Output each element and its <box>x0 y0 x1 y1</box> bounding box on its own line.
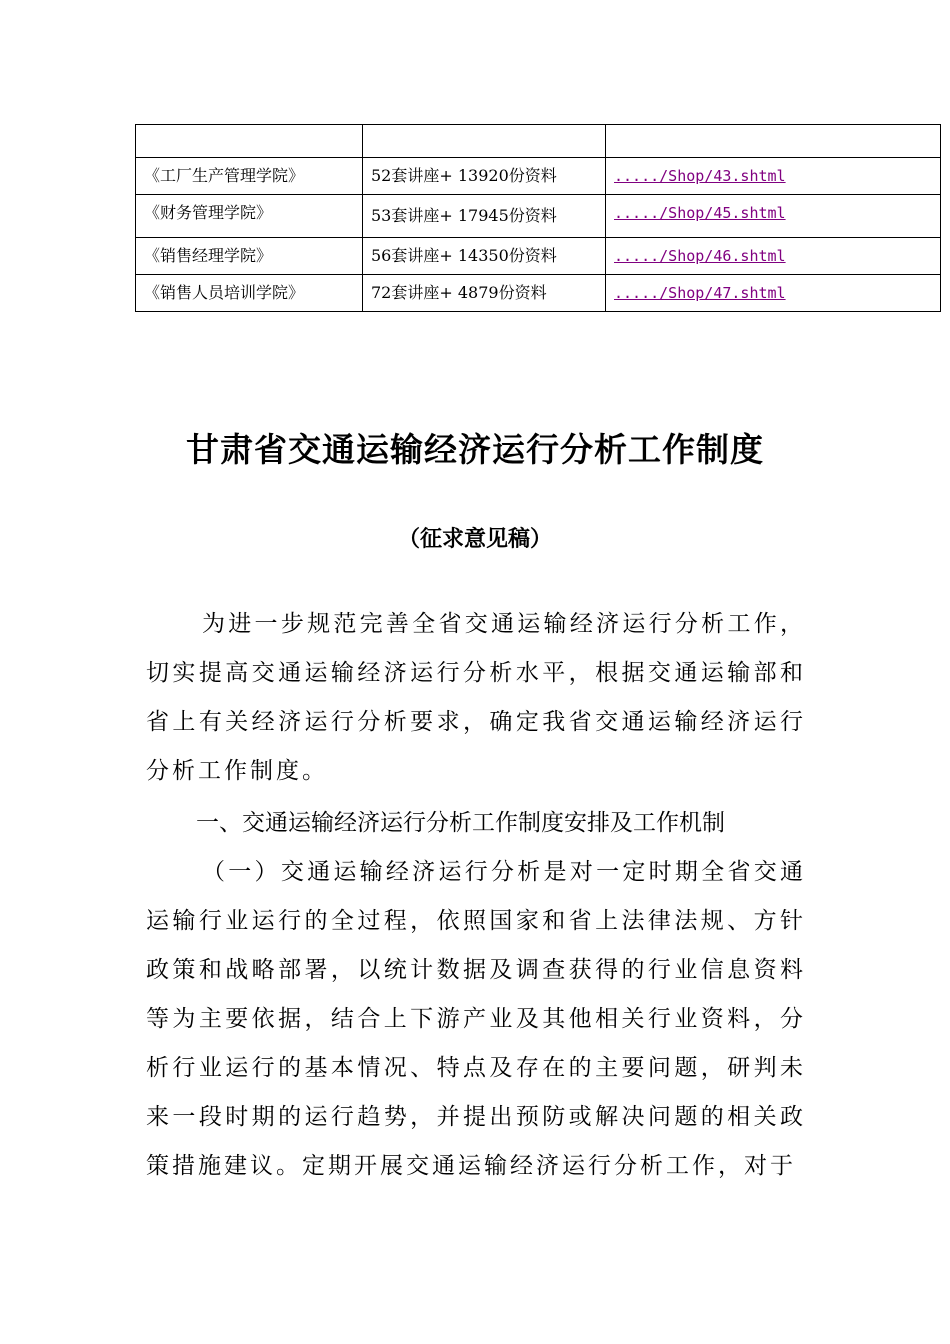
resource-table <box>135 124 941 312</box>
table-cell <box>363 125 606 158</box>
course-desc: 53套讲座+ 17945份资料 <box>363 195 606 238</box>
shop-link[interactable]: ...../Shop/47.shtml <box>614 284 786 302</box>
link-cell <box>606 158 941 195</box>
course-name: 《工厂生产管理学院》 <box>136 158 363 195</box>
table-header-row <box>136 125 941 158</box>
course-desc: 72套讲座+ 4879份资料 <box>363 275 606 312</box>
link-cell <box>606 238 941 275</box>
document-title: 甘肃省交通运输经济运行分析工作制度 <box>186 430 764 469</box>
course-desc: 52套讲座+ 13920份资料 <box>363 158 606 195</box>
course-name: 《销售人员培训学院》 <box>136 275 363 312</box>
document-subtitle: （征求意见稿） <box>397 526 552 552</box>
course-name: 《销售经理学院》 <box>136 238 363 275</box>
link-cell <box>606 195 941 238</box>
intro-paragraph: 为进一步规范完善全省交通运输经济运行分析工作，切实提高交通运输经济运行分析水平，根据交通运输部和省上有关经济运行分析要求，确定我省交通运输经济运行分析工作制度。 <box>146 611 806 784</box>
course-desc: 56套讲座+ 14350份资料 <box>363 238 606 275</box>
shop-link[interactable]: ...../Shop/43.shtml <box>614 167 786 185</box>
link-cell <box>606 275 941 312</box>
course-name: 《财务管理学院》 <box>136 195 363 238</box>
table-row <box>136 238 941 275</box>
table-row <box>136 275 941 312</box>
table-cell <box>606 125 941 158</box>
shop-link[interactable]: ...../Shop/45.shtml <box>614 204 786 222</box>
table-row <box>136 195 941 238</box>
section-heading: 一、交通运输经济运行分析工作制度安排及工作机制 <box>196 810 725 836</box>
section-paragraph: （一）交通运输经济运行分析是对一定时期全省交通运输行业运行的全过程，依照国家和省上法律法规、方针政策和战略部署，以统计数据及调查获得的行业信息资料等为主要依据，结合上下游产业及其他相关行业资料，分析行业运行的基本情况、特点及存在的主要问题，研判未来一段时期的运行趋势，并提出预防或解决问题的相关政策措施建议。定期开展交通运输经济运行分析工作，对于 <box>146 859 806 1179</box>
table-row <box>136 158 941 195</box>
table-cell <box>136 125 363 158</box>
shop-link[interactable]: ...../Shop/46.shtml <box>614 247 786 265</box>
